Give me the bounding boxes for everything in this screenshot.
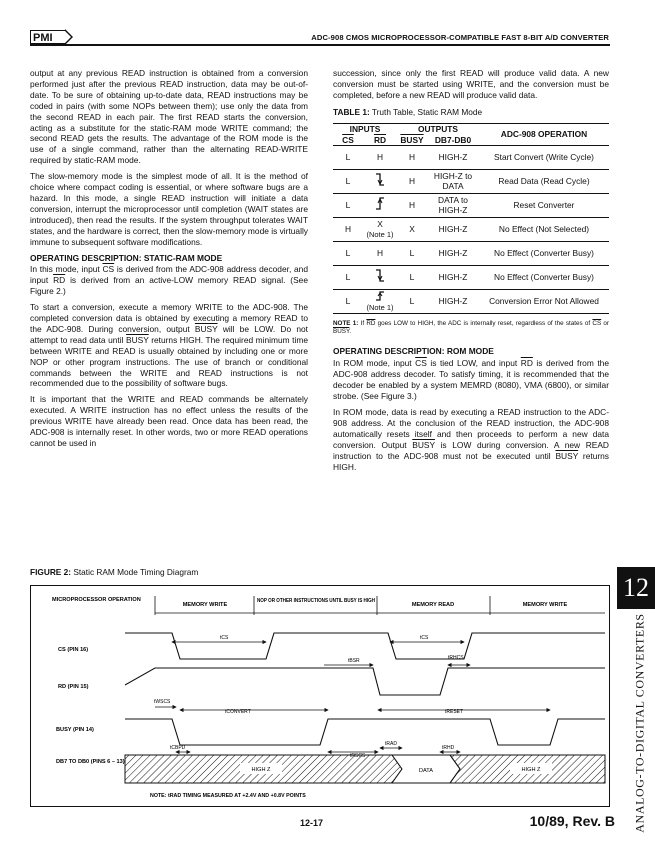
cs-waveform xyxy=(125,633,605,659)
db-highz-label-2: HIGH Z xyxy=(521,767,541,773)
figure-caption: FIGURE 2: Static RAM Mode Timing Diagram xyxy=(30,567,199,577)
cell-rd: H xyxy=(363,146,397,170)
cell-busy: L xyxy=(397,266,427,290)
cell-busy: X xyxy=(397,218,427,242)
t-convert: tCONVERT xyxy=(225,709,251,715)
th-cs: $\overline{CS}$ xyxy=(333,135,363,146)
cell-rd: H xyxy=(363,242,397,266)
figure-note: NOTE: tRAD TIMING MEASURED AT +2.4V AND +0.8V POINTS xyxy=(150,793,306,799)
phase-nop: NOP OR OTHER INSTRUCTIONS UNTIL BUSY IS HIGH xyxy=(257,598,376,604)
cell-rd xyxy=(363,194,397,218)
t-cs-2: tCS xyxy=(420,635,429,641)
cell-op: Conversion Error Not Allowed xyxy=(479,290,609,314)
busy-waveform xyxy=(125,719,605,745)
logo-text: PMI xyxy=(33,32,53,44)
rd-waveform xyxy=(125,668,605,695)
left-paragraph-4: To start a conversion, execute a memory WRITE to the ADC-908. The completed conversion data is obtained by executing a memory READ to the ADC-908. During conversion, output BUSY will be LOW. Do not attempt to read data until BUSY returns HIGH. The required minimum time between WRITE and READ is usually obtained by including one or more NOP or other program instructions. The use of branch or conditional commands between the WRITE and READ instructions is not recommended due to the possibility of software bugs. xyxy=(30,302,308,389)
th-operation: ADC-908 OPERATION xyxy=(479,123,609,146)
rd-falling-edge-icon xyxy=(374,172,386,188)
phase-write-1: MEMORY WRITE xyxy=(182,602,228,608)
table-row xyxy=(333,194,609,218)
header-rule xyxy=(30,44,610,46)
heading-rom-mode: OPERATING DESCRIPTION: ROM MODE xyxy=(333,346,494,357)
table-row xyxy=(333,146,609,170)
cell-op: No Effect (Not Selected) xyxy=(479,218,609,242)
sig-busy-label: BUSY (PIN 14) xyxy=(56,727,94,733)
cell-rd xyxy=(363,266,397,290)
section-sidebar xyxy=(629,612,651,834)
pmi-logo xyxy=(30,30,66,44)
right-paragraph-3: In ROM mode, data is read by executing a READ instruction to the ADC-908 address. At the conclusion of the READ instruction, the ADC-908 automatically resets itself and then proceeds to perform a new data conversion. Output BUSY is LOW during conversion. A new READ instruction to the ADC-908 must not be executed until BUSY returns HIGH. xyxy=(333,406,609,472)
cell-cs: L xyxy=(333,290,363,314)
phase-write-2: MEMORY WRITE xyxy=(522,602,568,608)
th-busy: BUSY xyxy=(397,135,427,146)
cell-busy: L xyxy=(397,290,427,314)
right-paragraph-2: In ROM mode, input $\overline{CS}$ is tied LOW, and input $\overline{RD}$ is derived from the ADC-908 address decoder. To satisfy timing, it is recommended that the decoder be enabled by a system MEMRD (8080), VMA (6800), or similar strobe. (See Figure 3.) xyxy=(333,358,609,402)
t-rhcs: tRHCS xyxy=(448,655,464,661)
sig-db-label: DB7 TO DB0 (PINS 6 – 13) xyxy=(56,759,125,765)
t-rhd: tRHD xyxy=(442,745,455,751)
left-paragraph-2: The slow-memory mode is the simplest mode of all. It is the method of choice where compact coding is essential, or where software bugs are a hazard. In this mode, a single READ instruction will initiate a data conversion, interrupt the microprocessor until completion (WAIT states are introduced), then read the results. If the system throughput tolerates WAIT states, and the hardware is correct, then the slow-memory mode is virtually immune to subsequent software modifications. xyxy=(30,171,308,247)
table-row xyxy=(333,170,609,194)
cell-busy: H xyxy=(397,170,427,194)
cell-op: Read Data (Read Cycle) xyxy=(479,170,609,194)
right-column xyxy=(333,68,609,477)
cell-busy: H xyxy=(397,194,427,218)
sig-rd-label: RD (PIN 15) xyxy=(58,684,89,690)
left-paragraph-5: It is important that the WRITE and READ commands be alternately executed. A WRITE instruction has no effect unless the results of the previous WRITE have already been read. Once data has been read, the ADC-908 is internally reset. In other words, two or more READ operations cannot be used in xyxy=(30,394,308,448)
rd-rising-edge-icon xyxy=(374,291,386,301)
cell-op: No Effect (Converter Busy) xyxy=(479,242,609,266)
section-tab: 12 xyxy=(617,567,655,609)
left-column xyxy=(30,68,308,454)
rd-rising-edge-icon xyxy=(374,196,386,212)
left-paragraph-3: In this mode, input $\overline{CS}$ is derived from the ADC-908 address decoder, and input $\overline{RD}$ is derived from an active-LOW memory READ signal. (See Figure 2.) xyxy=(30,264,309,297)
cell-cs: L xyxy=(333,170,363,194)
cell-rd: X (Note 1) xyxy=(363,218,397,242)
section-title: ANALOG-TO-DIGITAL CONVERTERS xyxy=(632,613,647,833)
th-outputs: OUTPUTS xyxy=(397,123,479,134)
table-caption: TABLE 1: Truth Table, Static RAM Mode xyxy=(333,106,483,117)
cell-db: HIGH-Z xyxy=(427,242,479,266)
cell-db: HIGH-Z xyxy=(427,146,479,170)
table-row xyxy=(333,266,609,290)
t-cbpd: tCBPD xyxy=(170,745,186,751)
cell-db: HIGH-Z to DATA xyxy=(427,170,479,194)
rd-falling-edge-icon xyxy=(374,268,386,284)
th-inputs: INPUTS xyxy=(333,123,397,134)
db-highz-label-1: HIGH Z xyxy=(251,767,271,773)
cell-cs: L xyxy=(333,146,363,170)
cell-db: HIGH-Z xyxy=(427,266,479,290)
revision: 10/89, Rev. B xyxy=(529,813,615,829)
cell-cs: L xyxy=(333,266,363,290)
table-note: NOTE 1: If $\overline{RD}$ goes LOW to HIGH, the ADC is internally reset, regardless of the states of $\overline{CS}$ or BUSY. xyxy=(333,320,610,336)
cell-busy: L xyxy=(397,242,427,266)
cell-op: Reset Converter xyxy=(479,194,609,218)
table-row xyxy=(333,242,609,266)
phase-read: MEMORY READ xyxy=(411,602,455,608)
table-row xyxy=(333,218,609,242)
cell-rd xyxy=(363,170,397,194)
cell-db: HIGH-Z xyxy=(427,290,479,314)
cell-db: DATA to HIGH-Z xyxy=(427,194,479,218)
table-row xyxy=(333,290,609,314)
th-db: DB7-DB0 xyxy=(427,135,479,146)
heading-static-ram-mode: OPERATING DESCRIPTION: STATIC-RAM MODE xyxy=(30,252,223,263)
t-bsr: tBSR xyxy=(348,658,360,664)
th-rd: $\overline{RD}$ xyxy=(363,135,397,146)
cell-op: No Effect (Converter Busy) xyxy=(479,266,609,290)
t-rad: tRAD xyxy=(385,741,397,747)
cell-cs: L xyxy=(333,194,363,218)
cell-cs: H xyxy=(333,218,363,242)
cell-busy: H xyxy=(397,146,427,170)
left-paragraph-1: output at any previous READ instruction is obtained from a conversion performed just after the previous READ instruction, data may be out-of-date. To be sure of obtaining up-to-date data, READ instructions may be coded in pairs (with some NOPs between them); use only the data from the second READ in each pair. The first READ starts the conversion, acting as a substitute for the static-RAM mode WRITE command; the second READ gets the results. The advantage of the ROM mode is the use of a single command, rather than the alternating READ-WRITE required by static-RAM mode. xyxy=(30,68,308,166)
t-cs-1: tCS xyxy=(220,635,229,641)
cell-db: HIGH-Z xyxy=(427,218,479,242)
page-number: 12-17 xyxy=(300,818,324,828)
op-label: MICROPROCESSOR OPERATION xyxy=(52,597,141,603)
cell-op: Start Convert (Write Cycle) xyxy=(479,146,609,170)
cell-cs: L xyxy=(333,242,363,266)
header-title: ADC-908 CMOS MICROPROCESSOR-COMPATIBLE FAST 8-BIT A/D CONVERTER xyxy=(311,33,609,42)
timing-diagram xyxy=(30,585,610,807)
t-wscs: tWSCS xyxy=(154,699,171,705)
right-paragraph-1: succession, since only the first READ will produce valid data. A new conversion must be started using WRITE, and the conversion must be completed, before a new READ will produce valid data. xyxy=(333,68,609,100)
cell-rd: (Note 1) xyxy=(363,290,397,314)
sig-cs-label: CS (PIN 16) xyxy=(58,647,89,653)
db-data-label: DATA xyxy=(418,768,434,774)
truth-table xyxy=(333,123,609,315)
t-reset: tRESET xyxy=(445,709,464,715)
